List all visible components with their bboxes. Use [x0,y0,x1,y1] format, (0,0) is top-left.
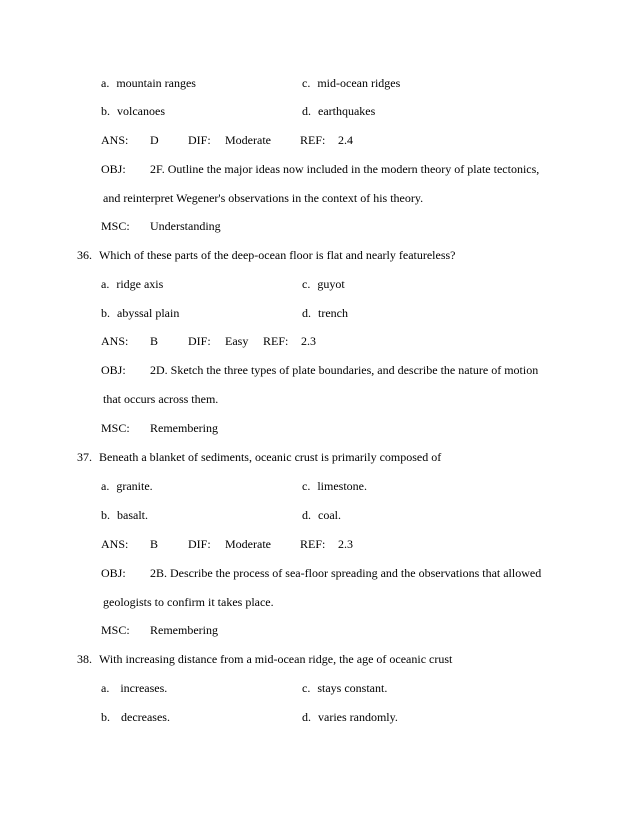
q36-choice-d-letter: d. [302,306,311,320]
q36-choice-b-letter: b. [101,306,110,320]
q37-choice-c [302,479,367,493]
q36-choice-c-text: guyot [317,277,345,291]
q36-obj-label: OBJ: [101,363,126,377]
q38-choice-c-text: stays constant. [317,681,388,695]
q36-dif-label: DIF: [188,334,211,348]
q36-choice-a [101,277,163,291]
q35-choice-a [101,76,196,90]
q35-obj-line1: 2F. Outline the major ideas now included in the modern theory of plate tectonics, [150,162,540,176]
q38-choice-c [302,681,387,695]
q35-ref-value: 2.4 [338,133,353,147]
q37-choice-b [101,508,148,522]
q38-choice-d-text: varies randomly. [318,710,398,724]
q38-choice-c-letter: c. [302,681,311,695]
q38-choice-a-letter: a. [101,681,110,695]
q37-choice-a-text: granite. [116,479,153,493]
q36-choice-a-text: ridge axis [116,277,164,291]
q35-ans-value: D [150,133,159,147]
q38-choice-b-text: decreases. [121,710,170,724]
q36-choice-a-letter: a. [101,277,110,291]
q35-choice-b [101,104,165,118]
q35-ref-label: REF: [300,133,326,147]
q37-question: Beneath a blanket of sediments, oceanic crust is primarily composed of [99,450,442,464]
q37-number: 37. [77,450,92,464]
q38-choice-d [302,710,398,724]
q37-dif-value: Moderate [225,537,271,551]
q37-ans-value: B [150,537,159,551]
q37-ref-label: REF: [300,537,326,551]
q37-msc-label: MSC: [101,623,130,637]
q36-number: 36. [77,248,92,262]
q37-obj-line2: geologists to confirm it takes place. [103,595,274,609]
q36-msc-value: Remembering [150,421,218,435]
q37-choice-a [101,479,153,493]
q35-msc-value: Understanding [150,219,221,233]
q35-choice-d-text: earthquakes [318,104,376,118]
q37-dif-label: DIF: [188,537,211,551]
q38-choice-b-letter: b. [101,710,110,724]
q38-choice-d-letter: d. [302,710,311,724]
q36-obj-line1: 2D. Sketch the three types of plate boundaries, and describe the nature of motion [150,363,539,377]
q37-ans-label: ANS: [101,537,129,551]
q36-choice-d [302,306,348,320]
q36-choice-c [302,277,345,291]
q36-dif-value: Easy [225,334,249,348]
q38-choice-b [101,710,170,724]
q37-ref-value: 2.3 [338,537,353,551]
q35-msc-label: MSC: [101,219,130,233]
q35-obj-label: OBJ: [101,162,126,176]
q36-choice-d-text: trench [318,306,348,320]
q35-choice-c-letter: c. [302,76,311,90]
q37-choice-d-text: coal. [318,508,341,522]
q37-choice-c-letter: c. [302,479,311,493]
q35-choice-d-letter: d. [302,104,311,118]
q37-obj-label: OBJ: [101,566,126,580]
q38-number: 38. [77,652,92,666]
q38-question: With increasing distance from a mid-ocean ridge, the age of oceanic crust [99,652,453,666]
q35-choice-c [302,76,400,90]
q37-choice-a-letter: a. [101,479,110,493]
q37-choice-b-letter: b. [101,508,110,522]
q37-choice-b-text: basalt. [117,508,148,522]
q36-question: Which of these parts of the deep-ocean floor is flat and nearly featureless? [99,248,456,262]
q35-choice-b-text: volcanoes [117,104,165,118]
q37-obj-line1: 2B. Describe the process of sea-floor spreading and the observations that allowed [150,566,542,580]
q35-choice-a-letter: a. [101,76,110,90]
q35-choice-a-text: mountain ranges [116,76,196,90]
q38-choice-a-text: increases. [120,681,168,695]
q35-choice-c-text: mid-ocean ridges [317,76,401,90]
q35-choice-d [302,104,375,118]
q36-ref-value: 2.3 [301,334,316,348]
q36-choice-b-text: abyssal plain [117,306,180,320]
q35-dif-value: Moderate [225,133,271,147]
q35-ans-label: ANS: [101,133,129,147]
q35-obj-line2: and reinterpret Wegener's observations in the context of his theory. [103,191,424,205]
q35-dif-label: DIF: [188,133,211,147]
q36-obj-line2: that occurs across them. [103,392,219,406]
q38-choice-a [101,681,167,695]
q37-choice-d-letter: d. [302,508,311,522]
q37-choice-d [302,508,341,522]
q36-ans-value: B [150,334,159,348]
q36-ans-label: ANS: [101,334,129,348]
q36-choice-c-letter: c. [302,277,311,291]
q36-choice-b [101,306,179,320]
q37-msc-value: Remembering [150,623,218,637]
q35-choice-b-letter: b. [101,104,110,118]
q36-msc-label: MSC: [101,421,130,435]
q36-ref-label: REF: [263,334,289,348]
q37-choice-c-text: limestone. [317,479,367,493]
